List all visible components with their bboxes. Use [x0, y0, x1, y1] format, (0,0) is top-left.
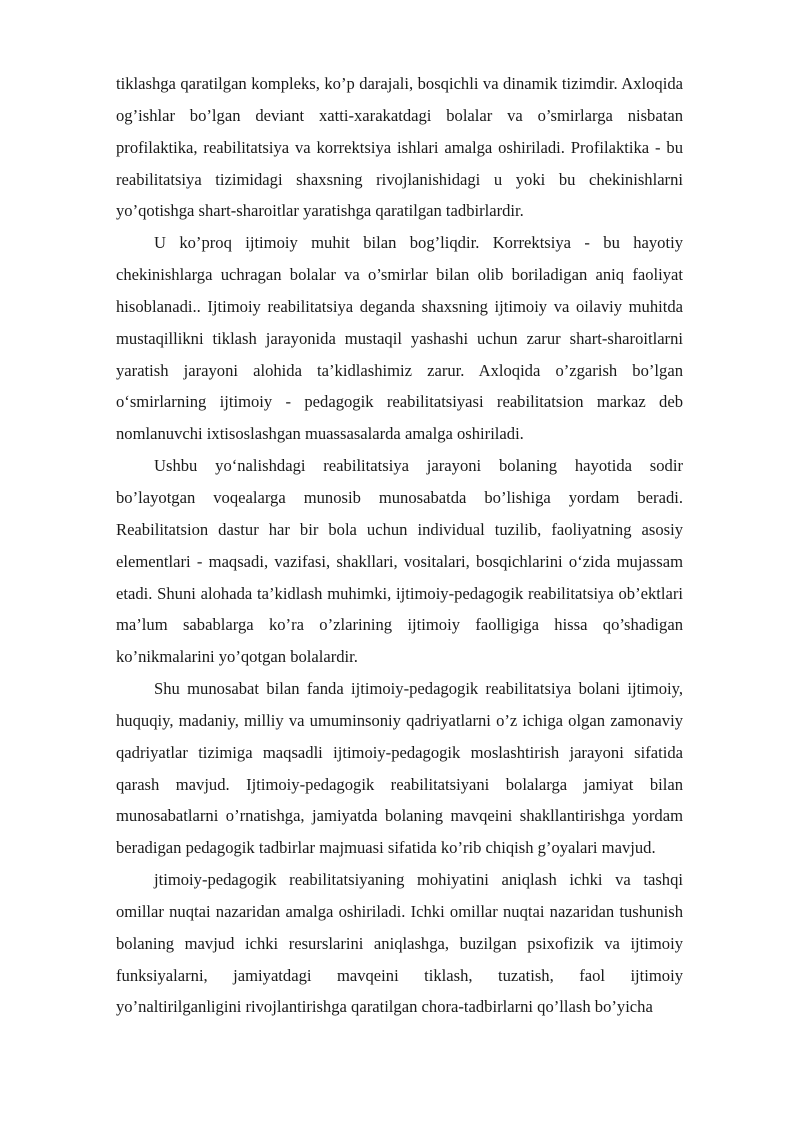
paragraph-4: Shu munosabat bilan fanda ijtimoiy-pedagogik reabilitatsiya bolani ijtimoiy, huquqiy, madaniy, milliy va umuminsoniy qadriyatlarni o’z ichiga olgan zamonaviy qadriyatlar tizimiga maqsadli ijtimoiy-pedagogik moslashtirish jarayoni sifatida qarash mavjud. Ijtimoiy-pedagogik reabilitatsiyani bolalarga jamiyat bilan munosabatlarni o’rnatishga, jamiyatda bolaning mavqeini shakllantirishga yordam beradigan pedagogik tadbirlar majmuasi sifatida ko’rib chiqish g’oyalari mavjud.: [116, 679, 683, 858]
document-page: [116, 68, 683, 1023]
paragraph-2: U ko’proq ijtimoiy muhit bilan bog’liqdir. Korrektsiya - bu hayotiy chekinishlarga uchragan bolalar va o’smirlar bilan olib boriladigan aniq faoliyat hisoblanadi.. Ijtimoiy reabilitatsiya deganda shaxsning ijtimoiy va oilaviy muhitda mustaqillikni tiklash jarayonida mustaqil yashashi uchun zarur shart-sharoitlarni yaratish jarayoni alohida ta’kidlashimiz zarur. Axloqida o’zgarish bo’lgan o‘smirlarning ijtimoiy - pedagogik reabilitatsiyasi reabilitatsion markaz deb nomlanuvchi ixtisoslashgan muassasalarda amalga oshiriladi.: [116, 233, 683, 444]
paragraph-5: jtimoiy-pedagogik reabilitatsiyaning mohiyatini aniqlash ichki va tashqi omillar nuqtai nazaridan amalga oshiriladi. Ichki omillar nuqtai nazaridan tushunish bolaning mavjud ichki resurslarini aniqlashga, buzilgan psixofizik va ijtimoiy funksiyalarni, jamiyatdagi mavqeini tiklash, tuzatish, faol ijtimoiy yo’naltirilganligini rivojlantirishga qaratilgan chora-tadbirlarni qo’llash bo’yicha: [116, 870, 683, 1017]
paragraph-3: Ushbu yo‘nalishdagi reabilitatsiya jarayoni bolaning hayotida sodir bo’layotgan voqealarga munosib munosabatda bo’lishiga yordam beradi. Reabilitatsion dastur har bir bola uchun individual tuzilib, faoliyatning asosiy elementlari - maqsadi, vazifasi, shakllari, vositalari, bosqichlarini o‘zida mujassam etadi. Shuni alohada ta’kidlash muhimki, ijtimoiy-pedagogik reabilitatsiya ob’ektlari ma’lum sabablarga ko’ra o’zlarining ijtimoiy faolligiga hissa qo’shadigan ko’nikmalarini yo’qotgan bolalardir.: [116, 456, 683, 667]
paragraph-1: tiklashga qaratilgan kompleks, ko’p darajali, bosqichli va dinamik tizimdir. Axloqida og’ishlar bo’lgan deviant xatti-xarakatdagi bolalar va o’smirlarga nisbatan profilaktika, reabilitatsiya va korrektsiya ishlari amalga oshiriladi. Profilaktika - bu reabilitatsiya tizimidagi shaxsning rivojlanishidagi u yoki bu chekinishlarni yo’qotishga shart-sharoitlar yaratishga qaratilgan tadbirlardir.: [116, 74, 683, 221]
